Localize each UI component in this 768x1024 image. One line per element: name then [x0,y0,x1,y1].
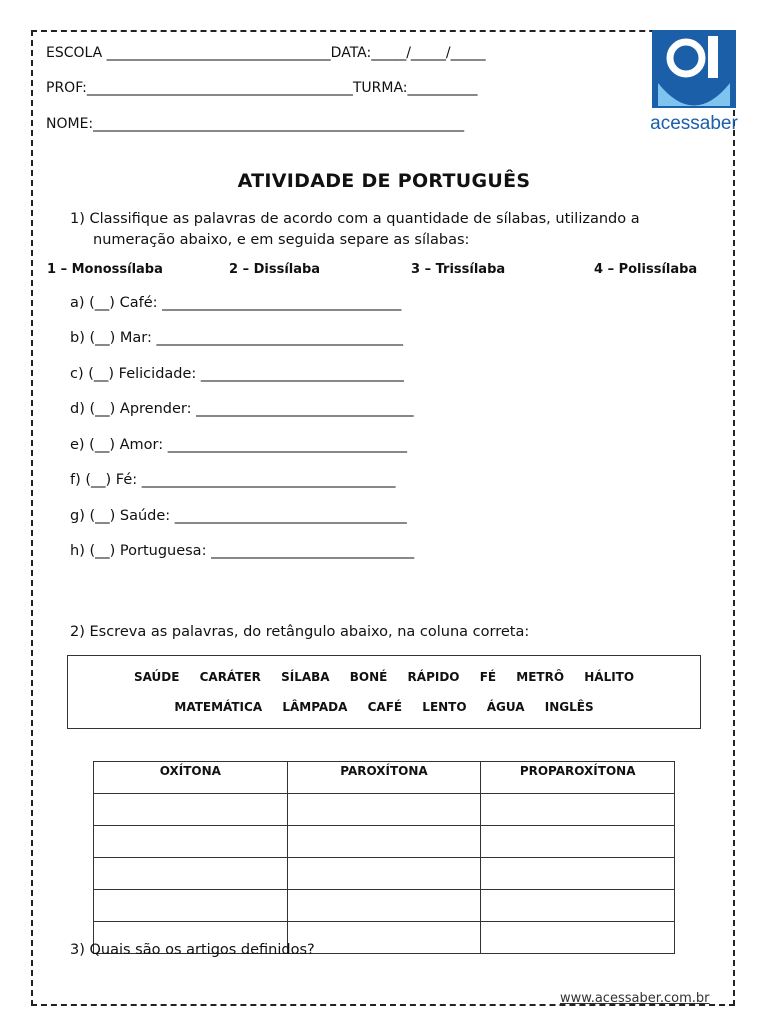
table-cell[interactable] [481,794,675,826]
category-4: 4 – Polissílaba [594,262,698,277]
table-cell[interactable] [287,794,481,826]
table-cell[interactable] [94,890,288,922]
word: RÁPIDO [407,670,460,684]
word: HÁLITO [584,670,635,684]
item-g: g) (__) Saúde: ________________________________ [70,508,407,524]
teacher-class-line: PROF:______________________________________TURMA:__________ [46,80,478,96]
name-line: NOME:_____________________________________________________ [46,116,465,132]
item-b: b) (__) Mar: __________________________________ [70,330,403,346]
table-cell[interactable] [287,858,481,890]
footer-url[interactable]: www.acessaber.com.br [560,991,710,1006]
word: LÂMPADA [282,700,348,714]
column-header-oxitona: OXÍTONA [94,762,288,794]
word: CAFÉ [367,700,403,714]
table-row [94,826,675,858]
table-row [94,890,675,922]
column-header-proparoxitona: PROPAROXÍTONA [481,762,675,794]
table-cell[interactable] [481,858,675,890]
q1-line2: numeração abaixo, e em seguida separe as sílabas: [93,232,470,248]
logo-text: acessaber [650,113,738,134]
table-cell[interactable] [287,826,481,858]
item-h: h) (__) Portuguesa: ____________________________ [70,543,415,559]
item-c: c) (__) Felicidade: ____________________________ [70,366,404,382]
acessaber-logo [650,28,738,134]
category-1: 1 – Monossílaba [47,262,163,277]
word-box [67,655,701,729]
word-row-1 [68,670,700,684]
word: CARÁTER [199,670,261,684]
item-e: e) (__) Amor: _________________________________ [70,437,407,453]
item-f: f) (__) Fé: ___________________________________ [70,472,396,488]
table-cell[interactable] [481,922,675,954]
table-row [94,794,675,826]
category-2: 2 – Dissílaba [229,262,321,277]
table-cell[interactable] [94,858,288,890]
q1-line1: 1) Classifique as palavras de acordo com a quantidade de sílabas, utilizando a [70,211,640,227]
table-cell[interactable] [94,826,288,858]
word: SAÚDE [133,670,180,684]
school-date-line: ESCOLA ________________________________DATA:_____/_____/_____ [46,45,486,61]
word: METRÔ [516,670,565,684]
q3-question: 3) Quais são os artigos definidos? [70,942,315,958]
table-header-row [94,762,675,794]
word: MATEMÁTICA [174,700,263,714]
q2-instruction: 2) Escreva as palavras, do retângulo abaixo, na coluna correta: [70,624,530,640]
word: FÉ [479,670,497,684]
table-cell[interactable] [287,922,481,954]
table-row [94,858,675,890]
item-a: a) (__) Café: _________________________________ [70,295,402,311]
word: ÁGUA [486,700,525,714]
word: LENTO [422,700,467,714]
word: INGLÊS [544,700,594,714]
category-3: 3 – Trissílaba [411,262,506,277]
word: SÍLABA [281,670,330,684]
column-header-paroxitona: PAROXÍTONA [287,762,481,794]
table-cell[interactable] [481,890,675,922]
table-cell[interactable] [481,826,675,858]
table-cell[interactable] [94,794,288,826]
table-cell[interactable] [287,890,481,922]
item-d: d) (__) Aprender: ______________________________ [70,401,414,417]
word-row-2 [68,700,700,714]
classification-table [93,761,675,954]
page-title: ATIVIDADE DE PORTUGUÊS [237,170,531,192]
word: BONÉ [349,670,388,684]
